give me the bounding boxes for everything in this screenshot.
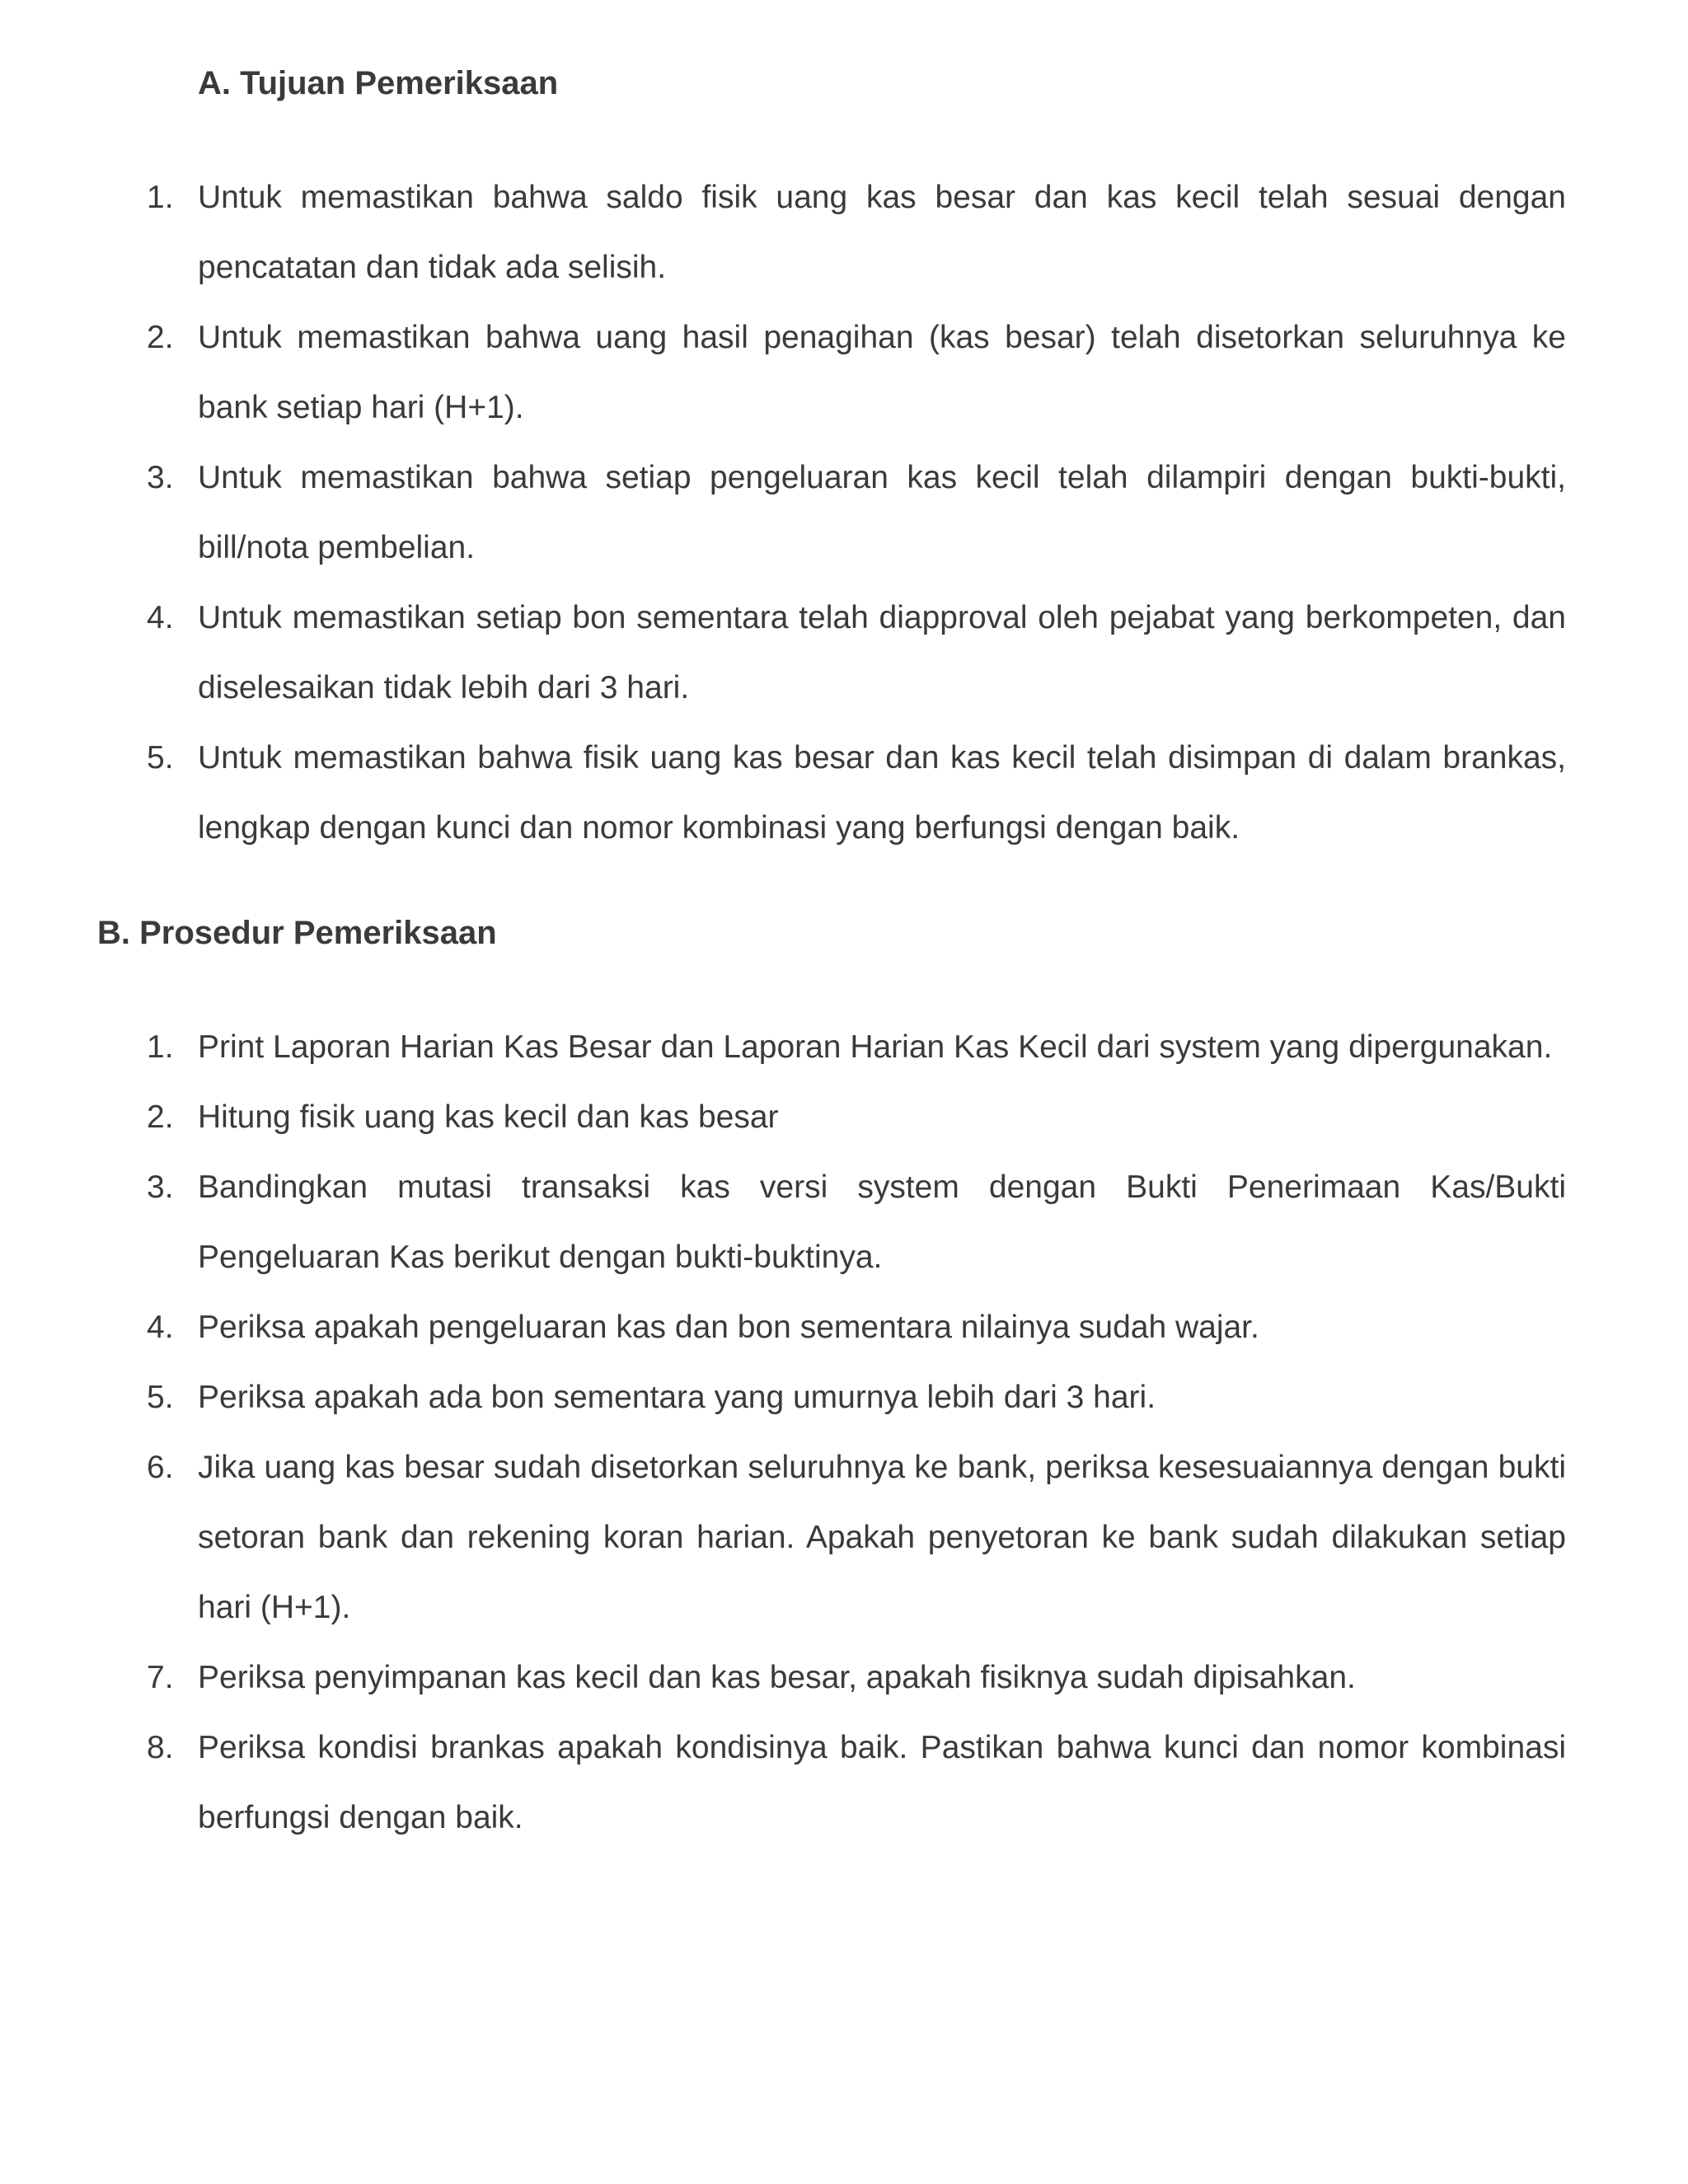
list-item [147,443,1566,583]
section-a-list [147,162,1566,863]
item-number: 5. [147,740,174,776]
section-b-heading: B. Prosedur Pemeriksaan [97,915,497,951]
list-item [147,162,1566,302]
item-text: Untuk memastikan bahwa fisik uang kas besar dan kas kecil telah disimpan di dalam brankas, lengkap dengan kunci dan nomor kombinasi yang berfungsi dengan baik. [198,740,1566,846]
section-b-list [147,1012,1566,1853]
item-number: 1. [147,1029,174,1065]
list-item [147,1152,1566,1292]
list-item [147,1012,1566,1082]
item-number: 2. [147,1099,174,1135]
item-number: 1. [147,180,174,215]
item-text: Periksa penyimpanan kas kecil dan kas besar, apakah fisiknya sudah dipisahkan. [198,1660,1356,1695]
item-number: 3. [147,460,174,495]
item-text: Periksa kondisi brankas apakah kondisinya baik. Pastikan bahwa kunci dan nomor kombinasi berfungsi dengan baik. [198,1730,1566,1835]
item-text: Hitung fisik uang kas kecil dan kas besar [198,1099,779,1135]
list-item [147,723,1566,863]
section-a-heading: A. Tujuan Pemeriksaan [198,65,559,101]
list-item [147,1643,1566,1713]
list-item [147,1362,1566,1432]
item-text: Untuk memastikan bahwa uang hasil penagihan (kas besar) telah disetorkan seluruhnya ke bank setiap hari (H+1). [198,320,1566,425]
list-item [147,1292,1566,1362]
item-number: 5. [147,1380,174,1415]
item-number: 4. [147,1310,174,1345]
item-text: Untuk memastikan setiap bon sementara telah diapproval oleh pejabat yang berkompeten, dan diselesaikan tidak lebih dari 3 hari. [198,600,1566,705]
list-item [147,302,1566,443]
item-text: Untuk memastikan bahwa setiap pengeluaran kas kecil telah dilampiri dengan bukti-bukti, bill/nota pembelian. [198,460,1566,565]
item-number: 2. [147,320,174,355]
item-text: Print Laporan Harian Kas Besar dan Laporan Harian Kas Kecil dari system yang dipergunakan. [198,1029,1553,1065]
item-number: 8. [147,1730,174,1765]
item-text: Periksa apakah ada bon sementara yang umurnya lebih dari 3 hari. [198,1380,1156,1415]
item-text: Jika uang kas besar sudah disetorkan seluruhnya ke bank, periksa kesesuaiannya dengan bukti setoran bank dan rekening koran harian. Apakah penyetoran ke bank sudah dilakukan setiap hari (H+1). [198,1450,1566,1625]
list-item [147,1082,1566,1152]
list-item [147,583,1566,723]
item-number: 3. [147,1169,174,1205]
list-item [147,1713,1566,1853]
item-number: 7. [147,1660,174,1695]
item-number: 6. [147,1450,174,1485]
item-text: Bandingkan mutasi transaksi kas versi system dengan Bukti Penerimaan Kas/Bukti Pengeluaran Kas berikut dengan bukti-buktinya. [198,1169,1566,1275]
item-number: 4. [147,600,174,635]
list-item [147,1432,1566,1643]
item-text: Periksa apakah pengeluaran kas dan bon sementara nilainya sudah wajar. [198,1310,1259,1345]
item-text: Untuk memastikan bahwa saldo fisik uang kas besar dan kas kecil telah sesuai dengan pencatatan dan tidak ada selisih. [198,180,1566,285]
